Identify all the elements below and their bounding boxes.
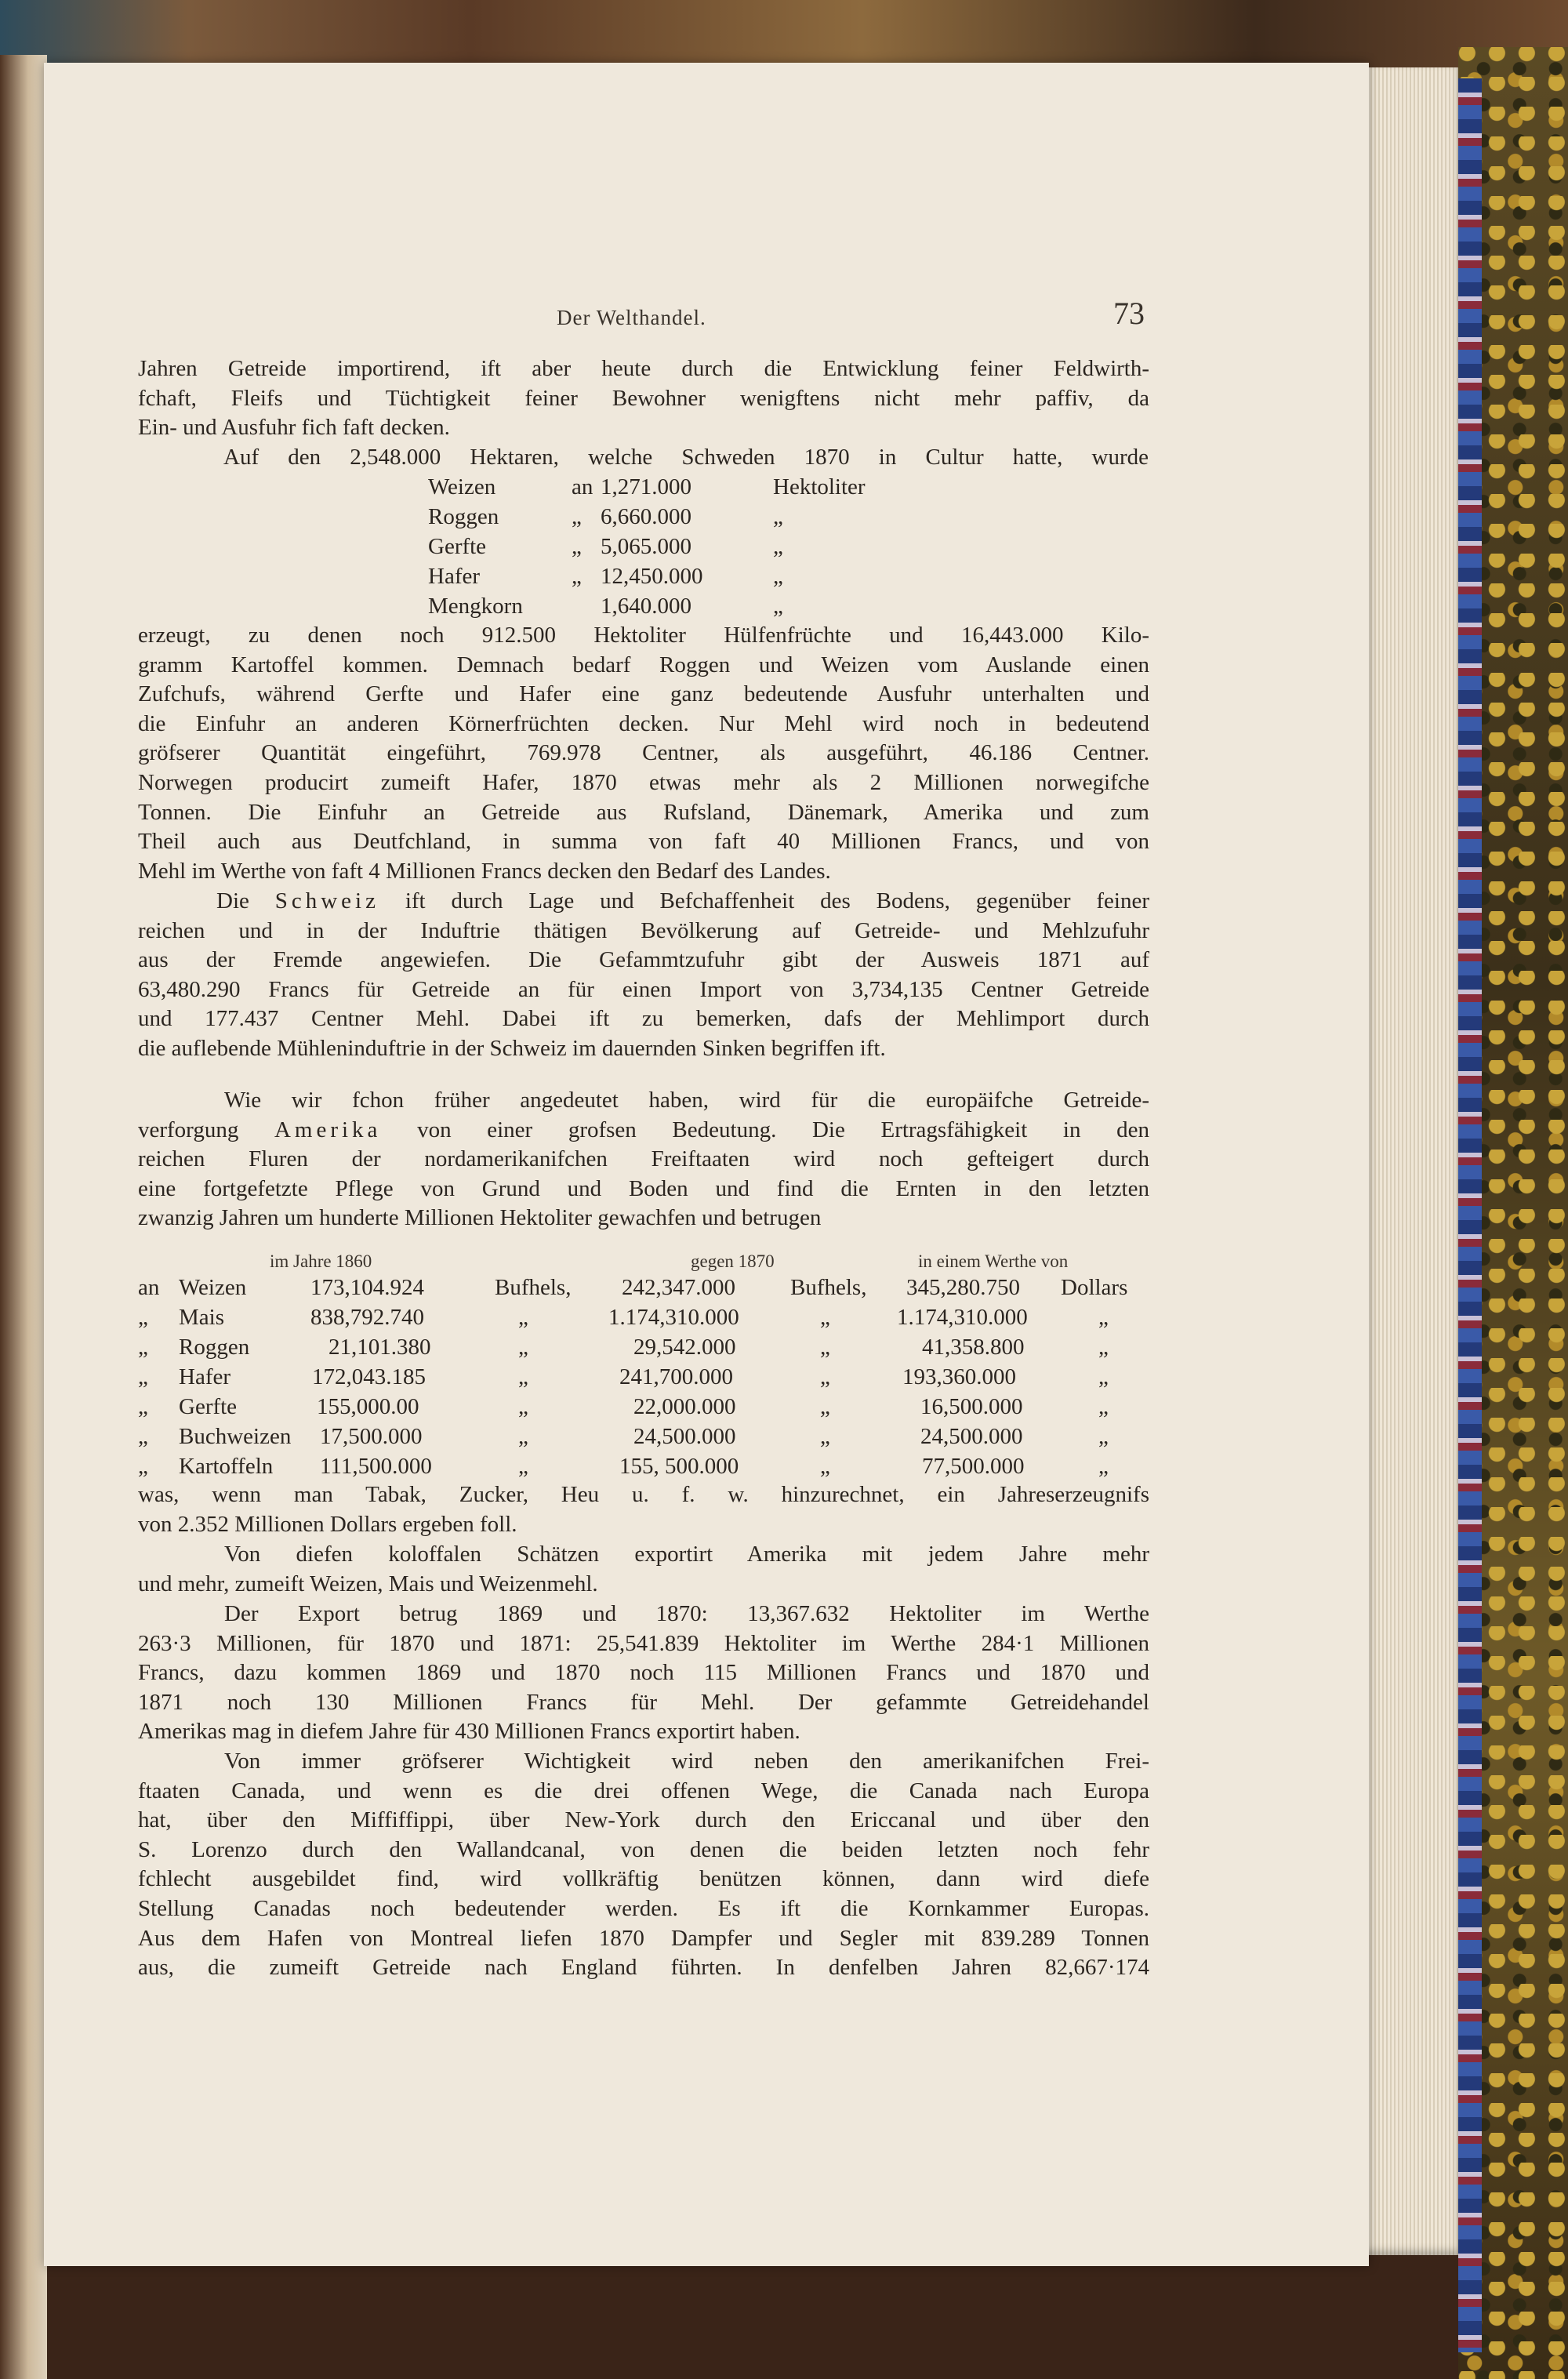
paragraph-canada	[138, 1747, 1149, 1983]
crop-name: Hafer	[428, 564, 481, 589]
crop-amount: 6,660.000	[601, 504, 691, 529]
text-line: 63,480.290 Francs für Getreide an für einen Import von 3,734,135 Centner Getreide	[138, 976, 1149, 1002]
column-header: gegen 1870	[691, 1251, 775, 1271]
crop-unit: „	[773, 564, 783, 589]
text-line: Zufchufs, während Gerfte und Hafer eine ganz bedeutende Ausfuhr unterhalten und	[138, 681, 1149, 707]
unit-1870: Bufhels,	[790, 1275, 867, 1300]
crop-quote: an	[572, 474, 593, 499]
paragraph-export-intro	[138, 1540, 1149, 1599]
text-line: reichen und in der Induftrie thätigen Bevölkerung auf Getreide- und Mehlzufuhr	[138, 917, 1149, 943]
unit-1860: „	[518, 1394, 528, 1419]
crop-unit: „	[773, 504, 783, 529]
bookmark-ribbon-edge	[1458, 78, 1482, 2352]
text-line: Von diefen koloffalen Schätzen exportirt Amerika mit jedem Jahre mehr	[224, 1542, 1149, 1567]
crop-unit: „	[773, 534, 783, 559]
column-header: im Jahre 1860	[270, 1251, 372, 1271]
table-row	[138, 1275, 1157, 1305]
unit-dollars: „	[1098, 1305, 1109, 1330]
unit-dollars: „	[1098, 1364, 1109, 1389]
table-row	[138, 1335, 1157, 1364]
crop-name: Buchweizen	[179, 1424, 292, 1449]
value-1860: 172,043.185	[312, 1364, 426, 1389]
text-line	[138, 1116, 1149, 1146]
unit-1870: „	[820, 1454, 830, 1479]
text-line: aus, die zumeift Getreide nach England führten. In denfelben Jahren 82,667·174	[138, 1955, 1149, 1981]
row-prefix: „	[138, 1335, 148, 1360]
unit-dollars: „	[1098, 1454, 1109, 1479]
unit-1860: „	[518, 1335, 528, 1360]
table-row	[138, 1424, 1157, 1454]
unit-dollars: „	[1098, 1335, 1109, 1360]
value-1870: 241,700.000	[619, 1364, 733, 1389]
spaced-country-name: Schweiz	[274, 888, 379, 913]
text-line: Theil auch aus Deutfchland, in summa von faft 40 Millionen Francs, und von	[138, 829, 1149, 855]
text-run: ift durch Lage und Befchaffenheit des Bodens, gegenüber feiner	[379, 888, 1149, 913]
paragraph-sweden-production	[138, 621, 1149, 886]
text-line: eine fortgefetzte Pflege von Grund und Boden und find die Ernten in den letzten	[138, 1175, 1149, 1201]
unit-1870: „	[820, 1305, 830, 1330]
value-dollars: 16,500.000	[920, 1394, 1023, 1419]
spaced-country-name: Amerika	[274, 1117, 382, 1142]
row-prefix: „	[138, 1305, 148, 1330]
value-dollars: 77,500.000	[922, 1454, 1025, 1479]
value-dollars: 345,280.750	[906, 1275, 1020, 1300]
text-line: ftaaten Canada, und wenn es die drei offenen Wege, die Canada nach Europa	[138, 1778, 1149, 1803]
text-line: S. Lorenzo durch den Wallandcanal, von denen die beiden letzten noch fehr	[138, 1836, 1149, 1862]
text-line: erzeugt, zu denen noch 912.500 Hektoliter Hülfenfrüchte und 16,443.000 Kilo-	[138, 623, 1149, 648]
unit-1860: „	[518, 1454, 528, 1479]
text-line: Aus dem Hafen von Montreal liefen 1870 Dampfer und Segler mit 839.289 Tonnen	[138, 1925, 1149, 1951]
crop-name: Kartoffeln	[179, 1454, 274, 1479]
text-line: Stellung Canadas noch bedeutender werden. Es ift die Kornkammer Europas.	[138, 1895, 1149, 1921]
table-row	[138, 1305, 1157, 1335]
crop-name: Weizen	[428, 474, 496, 499]
crop-unit: Hektoliter	[773, 474, 866, 499]
crop-name: Hafer	[179, 1364, 231, 1389]
text-line: Amerikas mag in diefem Jahre für 430 Millionen Francs exportirt haben.	[138, 1719, 800, 1745]
text-line: von 2.352 Millionen Dollars ergeben foll.	[138, 1511, 517, 1537]
value-1860: 21,101.380	[328, 1335, 431, 1360]
text-line: Tonnen. Die Einfuhr an Getreide aus Rufsland, Dänemark, Amerika und zum	[138, 799, 1149, 825]
row-prefix: „	[138, 1364, 148, 1389]
text-line	[138, 887, 1149, 917]
text-line: reichen Fluren der nordamerikanifchen Freiftaaten wird noch gefteigert durch	[138, 1146, 1149, 1172]
table-row	[138, 1394, 1157, 1424]
text-line: und mehr, zumeift Weizen, Mais und Weizenmehl.	[138, 1571, 598, 1596]
page-number: 73	[1113, 296, 1145, 331]
unit-1860: „	[518, 1305, 528, 1330]
value-1860: 173,104.924	[310, 1275, 424, 1300]
unit-1870: „	[820, 1364, 830, 1389]
table-row	[138, 1364, 1157, 1394]
crop-name: Mais	[179, 1305, 224, 1330]
text-line: hat, über den Miffiffippi, über New-York durch den Ericcanal und über den	[138, 1807, 1149, 1833]
crop-name: Weizen	[179, 1275, 247, 1300]
text-run: verforgung	[138, 1117, 274, 1142]
crop-amount: 5,065.000	[601, 534, 691, 559]
row-prefix: „	[138, 1454, 148, 1479]
crop-name: Roggen	[179, 1335, 250, 1360]
text-line: 263·3 Millionen, für 1870 und 1871: 25,541.839 Hektoliter im Werthe 284·1 Millionen	[138, 1630, 1149, 1656]
value-dollars: 24,500.000	[920, 1424, 1023, 1449]
text-line: die Einfuhr an anderen Körnerfrüchten decken. Nur Mehl wird noch in bedeutend	[138, 710, 1149, 736]
crop-name: Gerfte	[428, 534, 487, 559]
crop-amount: 12,450.000	[601, 564, 703, 589]
text-line: fchlecht ausgebildet find, wird vollkräftig benützen können, dann wird diefe	[138, 1866, 1149, 1892]
text-run: von einer grofsen Bedeutung. Die Ertragsfähigkeit in den	[381, 1117, 1149, 1142]
value-dollars: 1.174,310.000	[897, 1305, 1028, 1330]
unit-1860: Bufhels,	[495, 1275, 572, 1300]
crop-name: Roggen	[428, 504, 499, 529]
table-row	[138, 1454, 1157, 1484]
value-1860: 17,500.000	[320, 1424, 423, 1449]
crop-quote: „	[572, 564, 582, 589]
unit-1860: „	[518, 1424, 528, 1449]
value-dollars: 41,358.800	[922, 1335, 1025, 1360]
crop-unit: „	[773, 594, 783, 619]
text-line: gramm Kartoffel kommen. Demnach bedarf Roggen und Weizen vom Auslande einen	[138, 652, 1149, 677]
paragraph-sweden-intro	[138, 354, 1149, 443]
value-1870: 1.174,310.000	[608, 1305, 739, 1330]
text-line: Francs, dazu kommen 1869 und 1870 noch 115 Millionen Francs und 1870 und	[138, 1660, 1149, 1686]
value-1870: 29,542.000	[633, 1335, 736, 1360]
value-1870: 155, 500.000	[619, 1454, 739, 1479]
column-header: in einem Werthe von	[918, 1251, 1069, 1271]
page-stack-edge	[1364, 67, 1458, 2255]
row-prefix: „	[138, 1394, 148, 1419]
unit-dollars: Dollars	[1061, 1275, 1128, 1300]
book-spine-left	[0, 55, 47, 2379]
value-1870: 24,500.000	[633, 1424, 736, 1449]
running-header-title: Der Welthandel.	[557, 306, 706, 329]
crop-name: Gerfte	[179, 1394, 238, 1419]
text-line: und 177.437 Centner Mehl. Dabei ift zu bemerken, dafs der Mehlimport durch	[138, 1006, 1149, 1032]
paragraph-america	[138, 1086, 1149, 1233]
crop-amount: 1,271.000	[601, 474, 691, 499]
paragraph-switzerland	[138, 887, 1149, 1064]
book-cover-top	[0, 0, 1568, 71]
text-line: Norwegen producirt zumeift Hafer, 1870 etwas mehr als 2 Millionen norwegifche	[138, 769, 1149, 795]
text-line: fchaft, Fleifs und Tüchtigkeit feiner Bewohner wenigftens nicht mehr paffiv, da	[138, 385, 1149, 411]
paragraph-total-yield	[138, 1480, 1149, 1539]
text-line: zwanzig Jahren um hunderte Millionen Hektoliter gewachfen und betrugen	[138, 1205, 822, 1231]
text-line: Der Export betrug 1869 und 1870: 13,367.632 Hektoliter im Werthe	[224, 1601, 1149, 1626]
value-1860: 111,500.000	[320, 1454, 432, 1479]
paragraph-sweden-hectares	[223, 443, 1149, 473]
text-line: 1871 noch 130 Millionen Francs für Mehl. Der gefammte Getreidehandel	[138, 1689, 1149, 1715]
text-line: gröfserer Quantität eingeführt, 769.978 Centner, als ausgeführt, 46.186 Centner.	[138, 740, 1149, 766]
crop-amount: 1,640.000	[601, 594, 691, 619]
text-line: aus der Fremde angewiefen. Die Gefammtzufuhr gibt der Ausweis 1871 auf	[138, 947, 1149, 973]
value-1860: 155,000.00	[317, 1394, 419, 1419]
unit-1870: „	[820, 1335, 830, 1360]
value-dollars: 193,360.000	[902, 1364, 1016, 1389]
paragraph-export-figures	[138, 1600, 1149, 1747]
row-prefix: „	[138, 1424, 148, 1449]
value-1870: 242,347.000	[622, 1275, 735, 1300]
row-prefix: an	[138, 1275, 160, 1300]
value-1860: 838,792.740	[310, 1305, 424, 1330]
text-line: die auflebende Mühleninduftrie in der Schweiz im dauernden Sinken begriffen ift.	[138, 1035, 886, 1061]
text-line: Jahren Getreide importirend, ift aber heute durch die Entwicklung feiner Feldwirth-	[138, 356, 1149, 381]
text-line: Auf den 2,548.000 Hektaren, welche Schweden 1870 in Cultur hatte, wurde	[223, 445, 1149, 470]
unit-dollars: „	[1098, 1424, 1109, 1449]
text-line: Wie wir fchon früher angedeutet haben, wird für die europäifche Getreide-	[224, 1088, 1149, 1113]
crop-quote: „	[572, 534, 582, 559]
text-line: Von immer gröfserer Wichtigkeit wird neben den amerikanifchen Frei-	[224, 1749, 1149, 1774]
crop-quote: „	[572, 504, 582, 529]
unit-1870: „	[820, 1394, 830, 1419]
unit-1860: „	[518, 1364, 528, 1389]
text-line: was, wenn man Tabak, Zucker, Heu u. f. w. hinzurechnet, ein Jahreserzeugnifs	[138, 1482, 1149, 1507]
unit-dollars: „	[1098, 1394, 1109, 1419]
unit-1870: „	[820, 1424, 830, 1449]
crop-name: Mengkorn	[428, 594, 523, 619]
text-run: Die	[216, 888, 275, 913]
value-1870: 22,000.000	[633, 1394, 736, 1419]
text-line: Mehl im Werthe von faft 4 Millionen Francs decken den Bedarf des Landes.	[138, 858, 831, 884]
text-line: Ein- und Ausfuhr fich faft decken.	[138, 415, 450, 441]
